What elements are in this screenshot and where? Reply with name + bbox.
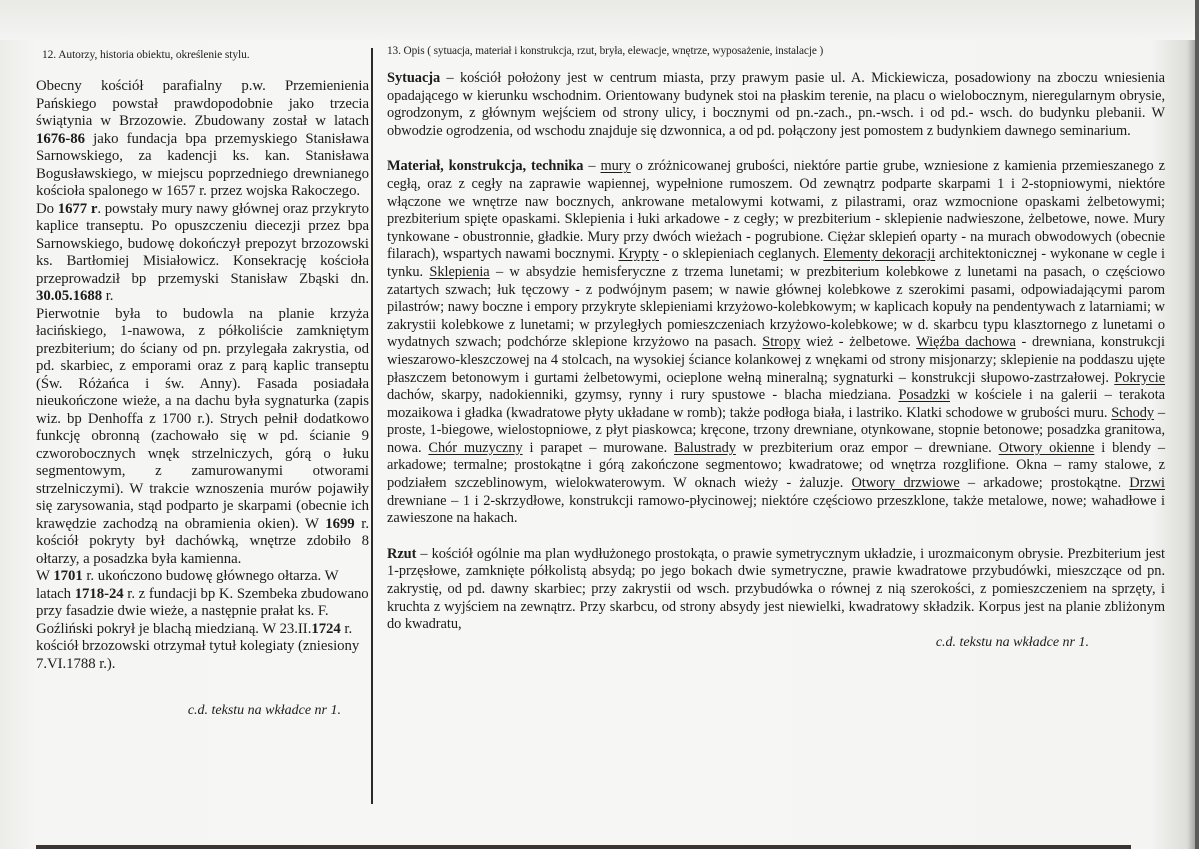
history-text bbox=[36, 78, 369, 673]
text-run: Pierwotnie była to budowla na planie krzyża łacińskiego, 1-nawowa, z półkoliście zamkniętym prezbiterium; do ściany od pn. przylegała zakrystia, od pd. skarbiec, z emporami oraz z parą kaplic transeptu (Św. Różańca i św. Anny). Fasada posiadała nieukończone wieże, a na dachu była sygnaturka (zapis wiz. bp Denhoffa z 1700 r.). Strych pełnił dodatkowo funkcję obronną (zachowało się w pd. ścianie 9 czworobocznych wnęk strzelniczych, górą o łuku segmentowym, z zamurowanymi otworami strzelniczymi). W trakcie wznoszenia murów pojawiły się zarysowania, stąd podparto je skarpami (obecnie ich krawędzie zachodzą na obramienia okien). W bbox=[36, 305, 369, 532]
term-drzwi: Drzwi bbox=[1129, 475, 1165, 492]
date-highlight: 1701 bbox=[53, 568, 83, 584]
section-12-history bbox=[36, 48, 369, 719]
date-highlight: 1718-24 bbox=[74, 585, 124, 602]
text-run: o zróżnicowanej grubości, niektóre partie grube, wzniesione z kamienia przemieszanego z cegłą, oraz z cegły na zaprawie wapiennej, wypełnione rumoszem. Od zewnątrz podparte skarpami 1 i 2-stopniowymi, niektóre włączone we wnętrze naw bocznych, ankrowane metalowymi kotwami, z pilastrami, oraz wzmocnione opaskami żelbetowymi; prezbiterium spięte opaskami. Sklepienia i łuki arkadowe - z cegły; w prezbiterium - sklepienie nadwieszone, żelbetowe, nowe. Mury tynkowane - obustronnie, gładkie. Mury przy dwóch wieżach - pogrubione. Ciężar sklepień oparty - na murach obwodowych (obecnie filarach), wspartych nawami bocznymi. bbox=[387, 158, 1166, 263]
text-run: - drewniana, konstrukcji wieszarowo-kleszczowej na 4 stolcach, na wysokiej ściance kolankowej z wnękami od strony misjonarzy; sklepienie na poddaszu ujęte płaszczem betonowym i gurtami żelbetowymi, ocieplone wełną mineralną; sygnaturki – konstrukcji słupowo-zastrzałowej. bbox=[387, 334, 1165, 386]
text-run: dachów, skarpy, nadokienniki, gzymsy, rynny i rury spustowe - blacha miedziana. bbox=[387, 387, 899, 404]
text-run: architektonicznej - wykonane w cegle i tynku. bbox=[387, 246, 1165, 280]
text-run: i parapet – murowane. bbox=[522, 439, 675, 456]
section-13-heading: 13. Opis ( sytuacja, materiał i konstrukcja, rzut, bryła, elewacje, wnętrze, wyposażenie, instalacje ) bbox=[387, 45, 824, 57]
text-run: – bbox=[583, 158, 601, 175]
text-run: – w absydzie hemisferyczne z trzema lunetami; w prezbiterium kolebkowe z lunetami na pasach, o częściowo zatartych szwach; łuk tęczowy - z podwójnym pasem; w nawie głównej kolebkowe z szerokimi pasami, odpowiadającymi parom pilastrów; nawy boczne i empory przykryte sklepieniami krzyżowo-kolebkowym; w kaplicach kopuły na pendentywach z latarniami; w zakrystii kolebkowe z lunetami; w przyległych pomieszczeniach krzyżowo-kolebkowe; w d. skarbcu typu klasztornego z lunetami o wydatnych szwach; podchórze sklepione krzyżowo na pasach. bbox=[387, 263, 1165, 351]
text-run: jako fundacja bpa przemyskiego Stanisława Sarnowskiego, za kadencji ks. kan. Stanisława Bogusławskiego, w miejscu poprzedniego drewnianego kościoła spalonego w 1657 r. przez wojska Rakoczego. bbox=[36, 130, 369, 199]
section-13-description bbox=[387, 44, 1165, 651]
date-highlight: 1676-86 bbox=[36, 130, 85, 147]
text-run: . powstały mury nawy głównej oraz przykryto kaplice transeptu. Po opuszczeniu diecezji przez bpa Sarnowskiego, budowę dokończył prepozyt brzozowski ks. Bartłomiej Misiałowicz. Konsekrację kościoła przeprowadził bp przemyski Stanisław Zbąski dn. bbox=[36, 200, 369, 287]
paragraph-sytuacja bbox=[387, 70, 1165, 140]
text-run: r. ukończono budowę głównego ołtarza. W latach bbox=[36, 568, 339, 602]
history-paragraph-4 bbox=[36, 568, 369, 673]
term-elementy-dekoracji: Elementy dekoracji bbox=[823, 246, 936, 263]
column-divider bbox=[371, 48, 373, 804]
term-krypty: Krypty bbox=[618, 246, 659, 263]
text-run: wież - żelbetowe. bbox=[800, 334, 917, 351]
term-schody: Schody bbox=[1111, 404, 1155, 421]
text-run: - o sklepieniach ceglanych. bbox=[658, 246, 824, 263]
text-run: w kościele i na galerii – terakota mozaikowa i gładka (kwadratowe płyty układane w romb); także podłoga biała, i lastriko. Klatki schodowe w grubości muru. bbox=[387, 387, 1165, 421]
continued-note-right: c.d. tekstu na wkładce nr 1. bbox=[935, 634, 1089, 650]
date-highlight: 1724 bbox=[311, 620, 341, 637]
date-highlight: 30.05.1688 bbox=[36, 288, 103, 304]
paragraph-rzut bbox=[387, 546, 1165, 634]
term-chor-muzyczny: Chór muzyczny bbox=[428, 439, 523, 456]
term-sklepienia: Sklepienia bbox=[429, 263, 490, 280]
term-wiezba-dachowa: Więźba dachowa bbox=[916, 334, 1016, 351]
text-run: – proste, 1-biegowe, wielostopniowe, z płyt piaskowca; kręcone, trzony drewniane, otynkowane, stopnie betonowe; posadzka granitowa, nowa. bbox=[387, 404, 1165, 456]
description-text bbox=[387, 70, 1165, 634]
bottom-border-rule bbox=[36, 845, 1131, 849]
term-posadzki: Posadzki bbox=[898, 387, 950, 404]
page-top-margin bbox=[0, 0, 1199, 40]
text-run: i blendy – arkadowe; termalne; prostokątne i górą zakończone segmentowo; kwadratowe; od wnętrza rozglifione. Okna – ramy stalowe, z podziałem szczeblinowym, wielokwaterowym. W oknach wieży - żaluzje. bbox=[387, 439, 1165, 492]
date-highlight: 1699 bbox=[325, 515, 355, 532]
subheading-material: Materiał, konstrukcja, technika bbox=[387, 158, 584, 175]
term-balustrady: Balustrady bbox=[674, 439, 736, 456]
text-run: W bbox=[36, 568, 54, 584]
section-12-heading: 12. Autorzy, historia obiektu, określenie stylu. bbox=[42, 49, 250, 61]
history-paragraph-2 bbox=[36, 201, 369, 306]
date-highlight: 1677 r bbox=[57, 200, 98, 217]
term-otwory-okienne: Otwory okienne bbox=[998, 439, 1095, 456]
text-run: Do bbox=[36, 200, 58, 217]
continued-note-left: c.d. tekstu na wkładce nr 1. bbox=[187, 703, 341, 718]
scan-edge-shadow bbox=[1195, 0, 1199, 849]
text-run: r. kościół pokryty był dachówką, wnętrze zdobiło 8 ołtarzy, a posadzka była kamienna. bbox=[36, 515, 370, 567]
subheading-rzut: Rzut bbox=[387, 545, 417, 562]
term-stropy: Stropy bbox=[762, 334, 801, 351]
subheading-sytuacja: Sytuacja bbox=[387, 70, 441, 86]
text-run: Obecny kościół parafialny p.w. Przemienienia Pańskiego powstał prawdopodobnie jako trzecia świątynia w Brzozowie. Zbudowany został w latach bbox=[36, 78, 369, 129]
term-otwory-drzwiowe: Otwory drzwiowe bbox=[851, 475, 960, 492]
text-run: r. z fundacji bp K. Szembeka zbudowano przy fasadzie dwie wieże, a następnie prałat ks. F. Goźliński pokrył je blachą miedzianą. W 23.II. bbox=[36, 585, 369, 637]
history-paragraph-3 bbox=[36, 306, 369, 569]
text-run: – arkadowe; prostokątne. bbox=[959, 475, 1130, 492]
term-pokrycie: Pokrycie bbox=[1114, 369, 1165, 386]
term-mury: mury bbox=[600, 158, 631, 175]
text-run: w prezbiterium oraz empor – drewniane. bbox=[735, 439, 999, 456]
paragraph-material bbox=[387, 158, 1165, 527]
text-run: – kościół położony jest w centrum miasta, przy prawym pasie ul. A. Mickiewicza, posadowiony na zboczu wniesienia opadającego w kierunku wschodnim. Orientowany budynek stoi na płaskim terenie, na placu o wielobocznym, nieregularnym obrysie, ogrodzonym, z głównym wejściem od strony ulicy, i bocznymi od pn.-zach., pn.-wsch. i od pd.- wsch. do budynku plebanii. W obwodzie ogrodzenia, od wschodu znajduje się dzwonnica, a od pd. połączony jest pomostem z budynkiem dawnego seminarium. bbox=[387, 70, 1165, 139]
text-run: r. kościół brzozowski otrzymał tytuł kolegiaty (zniesiony 7.VI.1788 r.). bbox=[36, 620, 360, 672]
history-paragraph-1 bbox=[36, 78, 369, 201]
text-run: r. bbox=[102, 288, 114, 304]
text-run: – kościół ogólnie ma plan wydłużonego prostokąta, o prawie symetrycznym układzie, i urozmaiconym obrysie. Prezbiterium jest 1-przęsłowe, zamknięte półkolistą absydą; po jego bokach dwie symetryczne, prawie kwadratowe przybudówki, mieszczące od pn. zakrystię, od pd. dawny skarbiec; przy zakrystii od wsch. przybudówka o równej z nią szerokości, z pomieszczeniem na sprzęty, i kruchta z wyjściem na zewnątrz. Przy skarbcu, od strony absydy jest niewielki, kwadratowy składzik. Korpus jest na planie zbliżonym do kwadratu, bbox=[387, 545, 1165, 633]
text-run: drewniane – 1 i 2-skrzydłowe, konstrukcji ramowo-płycinowej; niektóre częściowo przeszklone, także metalowe, nowe; wahadłowe i zawieszone na hakach. bbox=[387, 492, 1165, 527]
